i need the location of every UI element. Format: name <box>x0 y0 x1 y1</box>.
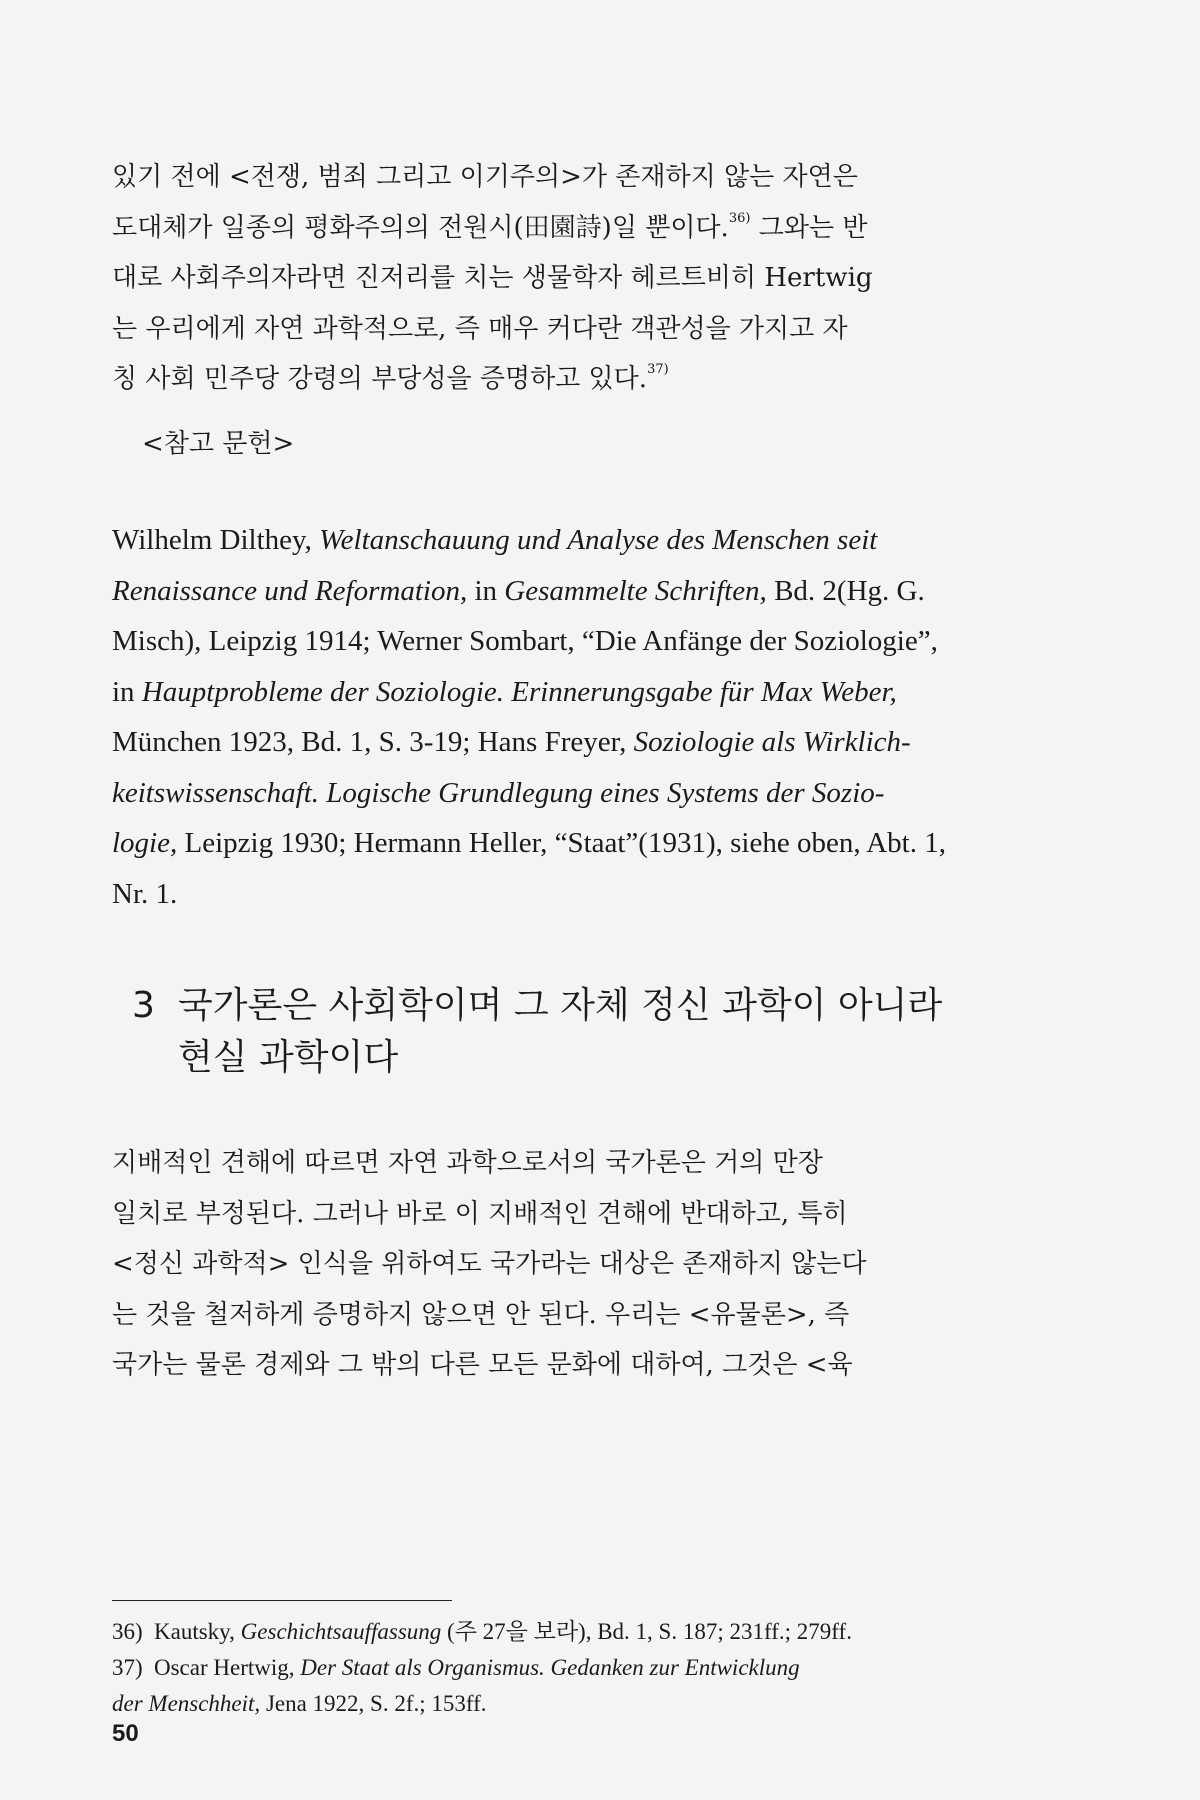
references <box>112 515 990 919</box>
ref-line: Renaissance und Reformation, in Gesammelte Schriften, Bd. 2(Hg. G. <box>112 574 925 607</box>
text-line: 도대체가 일종의 평화주의의 전원시(田園詩)일 뿐이다.$^{36)}$ 그와는 반 <box>112 210 868 243</box>
text-line: 는 것을 철저하게 증명하지 않으면 안 된다. 우리는 <유물론>, 즉 <box>112 1299 850 1330</box>
page-number: 50 <box>112 1720 139 1747</box>
footnote-36: 36) Kautsky, Geschichtsauffassung (주 27을 보라), Bd. 1, S. 187; 231ff.; 279ff. <box>112 1619 852 1644</box>
ref-line: Misch), Leipzig 1914; Werner Sombart, “Die Anfänge der Soziologie”, <box>112 625 938 657</box>
text-line: 는 우리에게 자연 과학적으로, 즉 매우 커다란 객관성을 가지고 자 <box>112 313 848 344</box>
ref-line: München 1923, Bd. 1, S. 3-19; Hans Freyer, Soziologie als Wirklich- <box>112 726 911 758</box>
text-line: 일치로 부정된다. 그러나 바로 이 지배적인 견해에 반대하고, 특히 <box>112 1198 848 1229</box>
ref-line: Wilhelm Dilthey, Weltanschauung und Analyse des Menschen seit <box>112 524 878 556</box>
text-line: 있기 전에 <전쟁, 범죄 그리고 이기주의>가 존재하지 않는 자연은 <box>112 162 858 192</box>
section-number: 3 <box>132 985 155 1026</box>
paragraph-1 <box>112 152 990 405</box>
footnotes <box>112 1614 992 1722</box>
footnote-ref-37[interactable]: 37) <box>647 362 669 377</box>
heading-line-2: 현실 과학이다 <box>178 1037 399 1078</box>
footnote-37: 37) Oscar Hertwig, Der Staat als Organismus. Gedanken zur Entwicklung <box>112 1655 800 1680</box>
section-heading <box>132 980 992 1084</box>
footnote-divider <box>112 1600 452 1601</box>
text-line: 지배적인 견해에 따르면 자연 과학으로서의 국가론은 거의 만장 <box>112 1148 823 1178</box>
footnote-37-cont: der Menschheit, Jena 1922, S. 2f.; 153ff. <box>112 1691 487 1716</box>
heading-line-1: 3 국가론은 사회학이며 그 자체 정신 과학이 아니라 <box>132 985 942 1026</box>
ref-line: Nr. 1. <box>112 877 178 910</box>
ref-line: in Hauptprobleme der Soziologie. Erinnerungsgabe für Max Weber, <box>112 675 897 708</box>
text-line: 대로 사회주의자라면 진저리를 치는 생물학자 헤르트비히 Hertwig <box>112 263 873 293</box>
text-line: 국가는 물론 경제와 그 밖의 다른 모든 문화에 대하여, 그것은 <육 <box>112 1350 853 1380</box>
text-line: <정신 과학적> 인식을 위하여도 국가라는 대상은 존재하지 않는다 <box>112 1249 867 1279</box>
references-title: <참고 문헌> <box>142 429 295 459</box>
references-title-wrap <box>112 419 990 470</box>
ref-line: logie, Leipzig 1930; Hermann Heller, “Staat”(1931), siehe oben, Abt. 1, <box>112 827 946 859</box>
text-line: 칭 사회 민주당 강령의 부당성을 증명하고 있다.$^{37)}$ <box>112 362 669 394</box>
paragraph-2 <box>112 1138 990 1391</box>
footnote-ref-36[interactable]: 36) <box>728 210 751 226</box>
ref-line: keitswissenschaft. Logische Grundlegung eines Systems der Sozio- <box>112 776 885 809</box>
